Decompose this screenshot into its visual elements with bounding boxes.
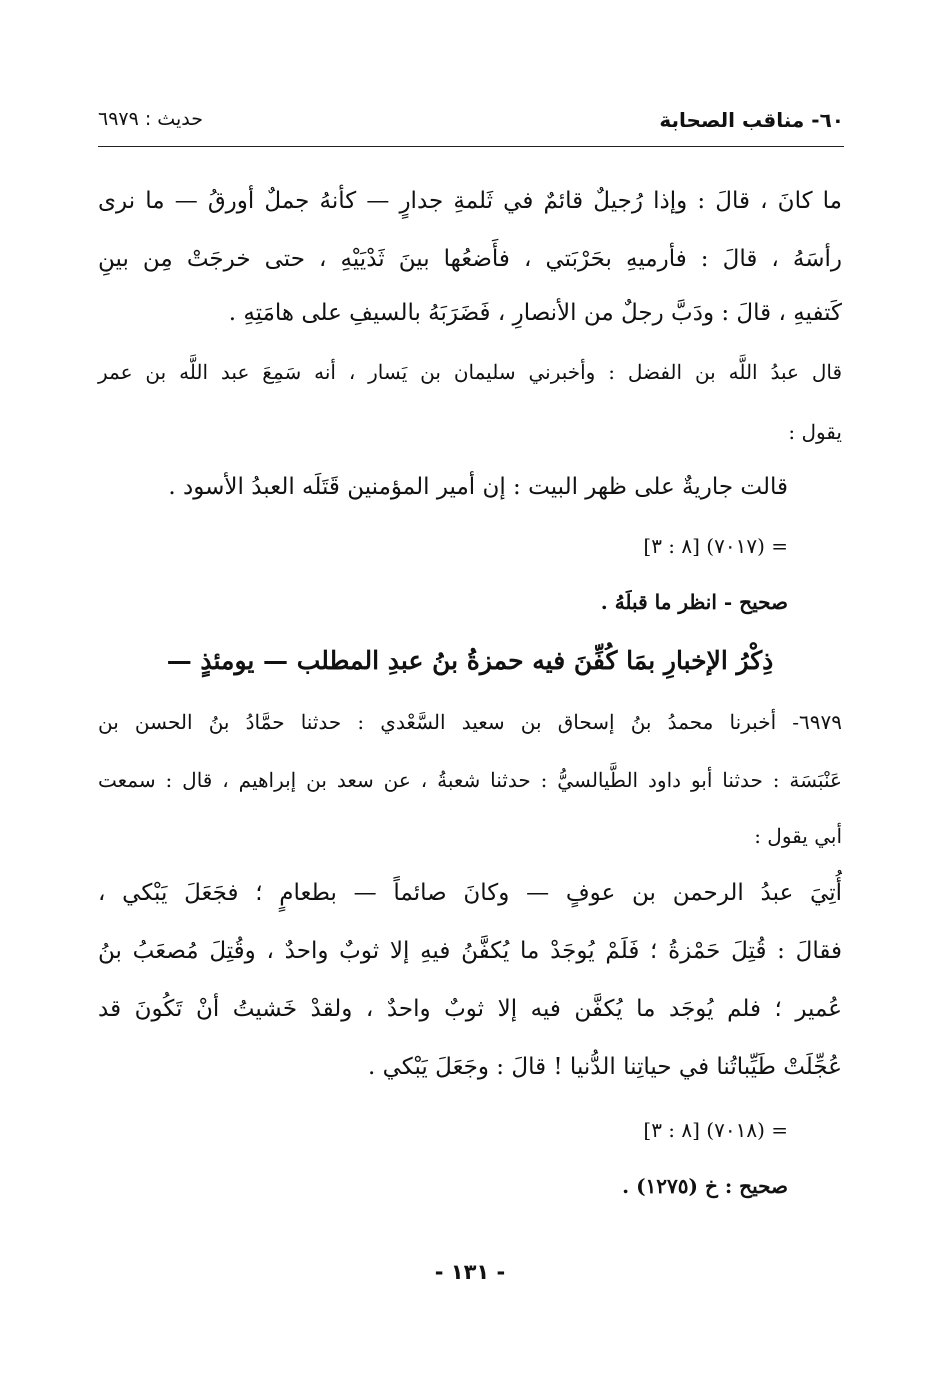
isnad-line: ٦٩٧٩- أخبرنا محمدُ بنُ إسحاق بن سعيد السَّعْدي : حدثنا حمَّادُ بنُ الحسن بن <box>98 710 842 734</box>
matn-line: أُتِيَ عبدُ الرحمن بن عوفٍ — وكانَ صائماً — بطعامٍ ؛ فجَعَلَ يَبْكي ، <box>98 880 842 906</box>
matn-line: عُمير ؛ فلم يُوجَد ما يُكفَّن فيه إلا ثوبٌ واحدٌ ، ولقدْ خَشيتُ أنْ تَكُونَ قد <box>98 996 842 1022</box>
text-line: ما كانَ ، قالَ : وإذا رُجيلٌ قائمٌ في ثَلمةِ جدارٍ — كأنهُ جملٌ أورقُ — ما نرى <box>98 188 842 214</box>
hadith-reference: حديث : ٦٩٧٩ <box>98 108 203 130</box>
matn-line: عُجِّلَتْ طَيِّباتُنا في حياتِنا الدُّنيا ! قالَ : وجَعَلَ يَبْكي . <box>368 1054 842 1080</box>
grade-note: صحيح : خ (١٢٧٥) . <box>622 1174 788 1198</box>
cross-reference: = (٧٠١٨) [٨ : ٣] <box>643 1118 788 1142</box>
header-divider <box>98 146 844 147</box>
section-heading: ذِكْرُ الإخبارِ بمَا كُفِّنَ فيه حمزةُ بنُ عبدِ المطلب — يومئذٍ — <box>166 646 774 675</box>
running-header <box>98 108 844 144</box>
cross-reference: = (٧٠١٧) [٨ : ٣] <box>643 534 788 558</box>
grade-note: صحيح - انظر ما قبلَهُ . <box>600 590 788 614</box>
chapter-title: ٦٠- مناقب الصحابة <box>659 108 844 132</box>
text-line: رأسَهُ ، قالَ : فأرميهِ بحَرْبَتي ، فأَضعُها بينَ ثَدْيَيْهِ ، حتى خرجَتْ مِن بينِ <box>98 246 842 272</box>
quote-text: قالت جاريةٌ على ظهر البيت : إن أمير المؤمنين قَتَلَه العبدُ الأسود . <box>168 474 788 500</box>
matn-line: فقالَ : قُتِلَ حَمْزةُ ؛ فَلَمْ يُوجَدْ ما يُكفَّنُ فيهِ إلا ثوبٌ واحدٌ ، وقُتِلَ مُصعَبُ بنُ <box>98 938 842 964</box>
isnad-line: عَنْبَسَة : حدثنا أبو داود الطَّيالسيُّ : حدثنا شعبةُ ، عن سعد بن إبراهيم ، قال : سمعت <box>98 768 842 792</box>
text-line: قال عبدُ اللَّه بن الفضل : وأخبرني سليمان بن يَسار ، أنه سَمِعَ عبد اللَّه بن عمر <box>98 360 842 384</box>
page-number: - ١٣١ - <box>434 1260 506 1284</box>
text-line: كَتفيهِ ، قالَ : ودَبَّ رجلٌ من الأنصارِ ، فَضَرَبَهُ بالسيفِ على هامَتِهِ . <box>228 300 842 326</box>
text-line: يقول : <box>788 420 842 444</box>
isnad-line: أبي يقول : <box>754 824 842 848</box>
